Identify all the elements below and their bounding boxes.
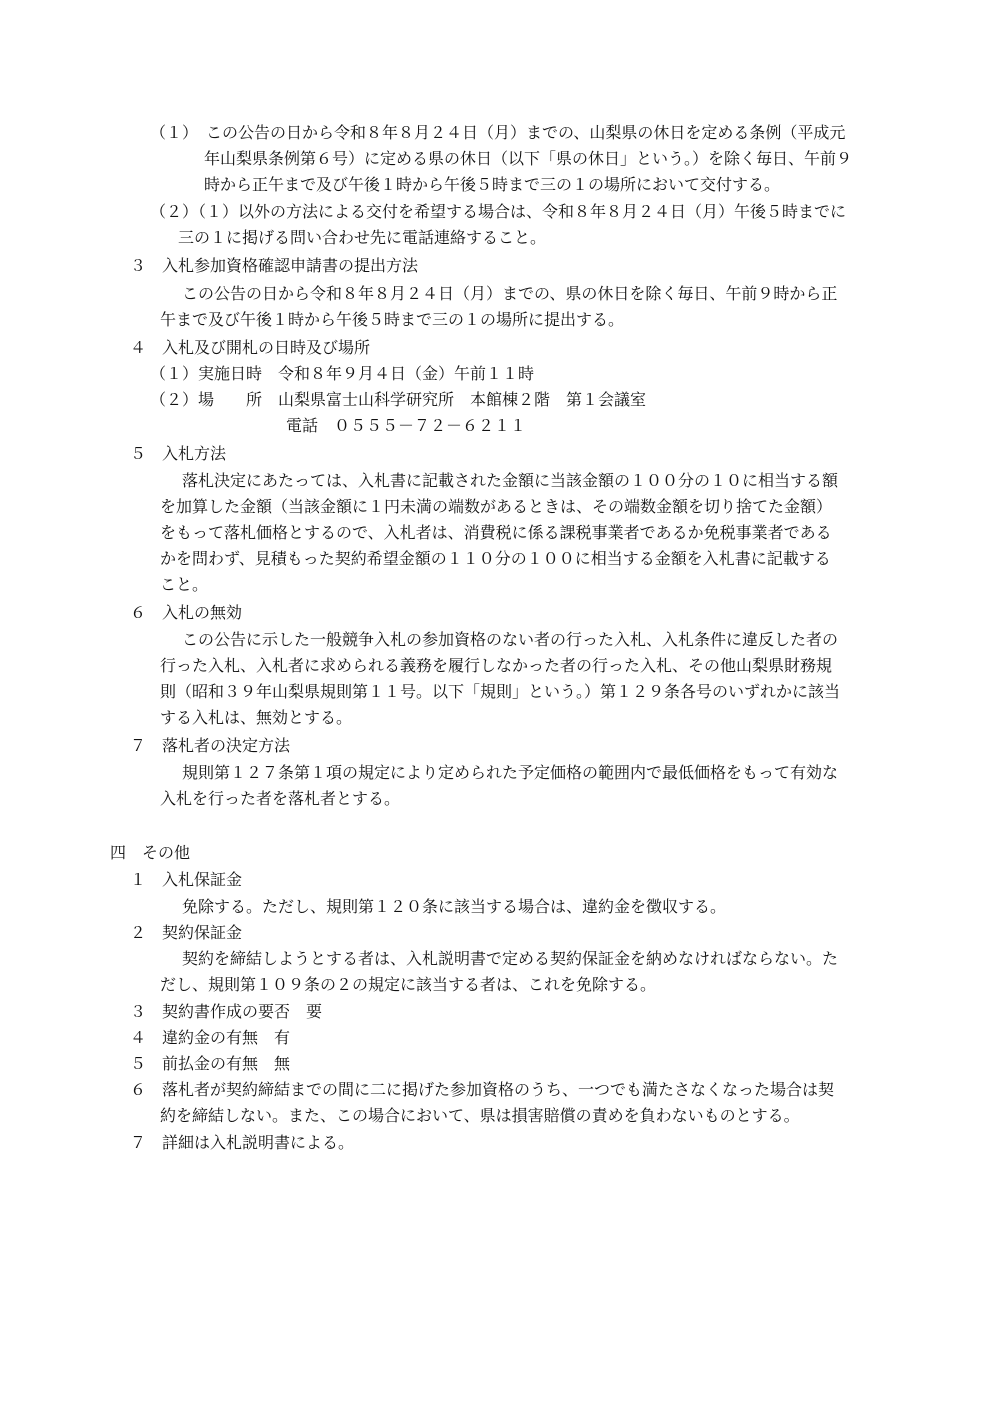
section-heading: ５ 入札方法 [130,444,227,463]
text-line: する入札は、無効とする。 [160,708,353,727]
list-item: ７ 詳細は入札説明書による。 [130,1133,355,1152]
text-line: かを問わず、見積もった契約希望金額の１１０分の１００に相当する金額を入札書に記載する [160,549,831,568]
text-line: 電話 ０５５５－７２－６２１１ [286,416,527,435]
text-line: 年山梨県条例第６号）に定める県の休日（以下「県の休日」という。）を除く毎日、午前９ [204,149,853,168]
list-item: ５ 前払金の有無 無 [130,1054,291,1073]
text-line: 落札決定にあたっては、入札書に記載された金額に当該金額の１００分の１０に相当する額 [182,471,839,490]
section-heading: １ 入札保証金 [130,870,243,889]
text-line: を加算した金額（当該金額に１円未満の端数があるときは、その端数金額を切り捨てた金額） [160,497,833,516]
text-line: 行った入札、入札者に求められる義務を履行しなかった者の行った入札、その他山梨県財務規 [160,656,833,675]
text-line: こと。 [160,575,209,594]
list-item: ３ 契約書作成の要否 要 [130,1002,323,1021]
text-line: 契約を締結しようとする者は、入札説明書で定める契約保証金を納めなければならない。た [182,949,839,968]
text-line: 規則第１２７条第１項の規定により定められた予定価格の範囲内で最低価格をもって有効な [182,763,839,782]
chapter-heading: 四 その他 [110,843,191,862]
section-heading: ２ 契約保証金 [130,923,243,942]
text-line: 三の１に掲げる問い合わせ先に電話連絡すること。 [178,228,547,247]
section-heading: ４ 入札及び開札の日時及び場所 [130,338,371,357]
section-heading: ７ 落札者の決定方法 [130,736,291,755]
text-line: この公告の日から令和８年８月２４日（月）までの、県の休日を除く毎日、午前９時から正 [182,284,838,303]
text-line: （１） この公告の日から令和８年８月２４日（月）までの、山梨県の休日を定める条例（平成元 [150,123,846,142]
section-heading: ６ 入札の無効 [130,603,243,622]
text-line: 午まで及び午後１時から午後５時まで三の１の場所に提出する。 [160,310,625,329]
text-line: 入札を行った者を落札者とする。 [160,789,401,808]
list-item: ６ 落札者が契約締結までの間に二に掲げた参加資格のうち、一つでも満たさなくなった場合は契 [130,1080,835,1099]
text-line: 約を締結しない。また、この場合において、県は損害賠償の責めを負わないものとする。 [160,1106,800,1125]
text-line: この公告に示した一般競争入札の参加資格のない者の行った入札、入札条件に違反した者の [182,630,839,649]
text-line: だし、規則第１０９条の２の規定に該当する者は、これを免除する。 [160,975,657,994]
text-line: （２）場 所 山梨県富士山科学研究所 本館棟２階 第１会議室 [150,390,647,409]
text-line: 時から正午まで及び午後１時から午後５時まで三の１の場所において交付する。 [204,175,781,194]
text-line: （１）実施日時 令和８年９月４日（金）午前１１時 [150,364,535,383]
text-line: 免除する。ただし、規則第１２０条に該当する場合は、違約金を徴収する。 [182,897,727,916]
list-item: ４ 違約金の有無 有 [130,1028,291,1047]
text-line: 則（昭和３９年山梨県規則第１１号。以下「規則」という。）第１２９条各号のいずれかに該当 [160,682,841,701]
text-line: をもって落札価格とするので、入札者は、消費税に係る課税事業者であるか免税事業者である [160,523,832,542]
text-line: （２）（１）以外の方法による交付を希望する場合は、令和８年８月２４日（月）午後５時までに [150,202,847,221]
section-heading: ３ 入札参加資格確認申請書の提出方法 [130,256,419,275]
